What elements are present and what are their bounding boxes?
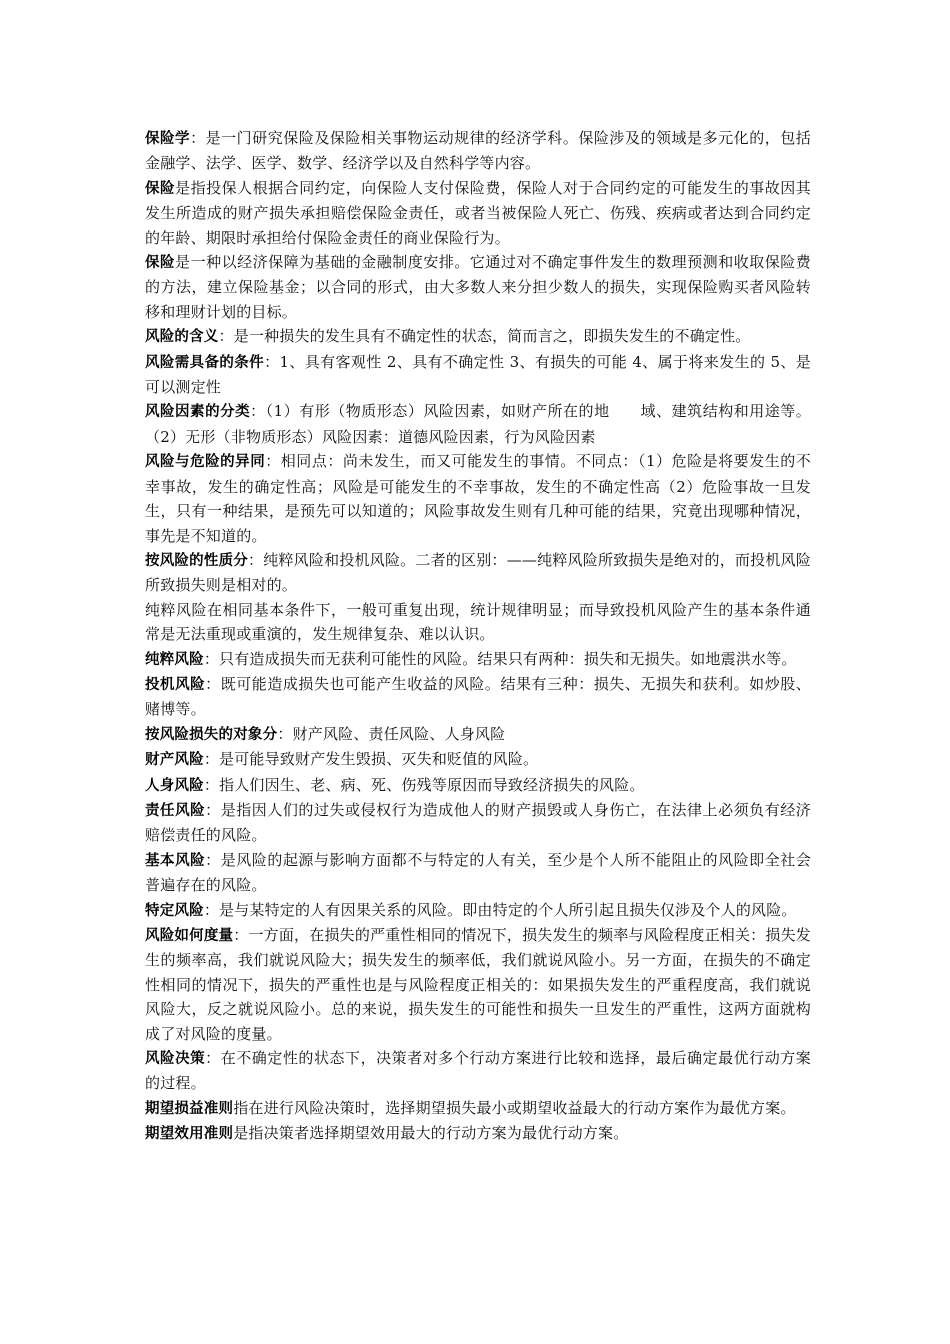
- paragraph-text: ：是一种损失的发生具有不确定性的状态，简而言之，即损失发生的不确定性。: [218, 327, 751, 346]
- paragraph-risk-conditions: [145, 350, 811, 400]
- paragraph-text: 是指投保人根据合同约定，向保险人支付保险费，保险人对于合同约定的可能发生的事故因其发生所造成的财产损失承担赔偿保险金责任，或者当被保险人死亡、伤残、疾病或者达到合同约定的年龄、期限时承担给付保险金责任的商业保险行为。: [145, 178, 811, 247]
- paragraph-text: ：是可能导致财产发生毁损、灭失和贬值的风险。: [203, 750, 539, 769]
- paragraph-risk-by-object: [145, 722, 811, 747]
- paragraph-liability-risk: [145, 798, 811, 848]
- term-heading: 财产风险: [145, 752, 204, 769]
- paragraph-risk-decision: [145, 1046, 811, 1096]
- paragraph-pure-risk-note: [145, 598, 811, 647]
- paragraph-insurance-definition-2: [145, 250, 811, 324]
- paragraph-text: ：是风险的起源与影响方面都不与特定的人有关，至少是个人所不能阻止的风险即全社会普遍存在的风险。: [145, 850, 811, 895]
- paragraph-pure-risk: [145, 647, 811, 672]
- paragraph-risk-vs-danger: [145, 449, 811, 548]
- paragraph-text: ：指人们因生、老、病、死、伤残等原因而导致经济损失的风险。: [203, 775, 645, 794]
- paragraph-text: ：既可能造成损失也可能产生收益的风险。结果有三种：损失、无损失和获利。如炒股、赌博等。: [145, 674, 811, 719]
- paragraph-insurance-definition-1: [145, 176, 811, 250]
- paragraph-text: ：是一门研究保险及保险相关事物运动规律的经济学科。保险涉及的领域是多元化的，包括金融学、法学、医学、数学、经济学以及自然科学等内容。: [145, 129, 811, 173]
- paragraph-text: ：（1）有形（物质形态）风险因素，如财产所在的地 域、建筑结构和用途等。（2）无形（非物质形态）风险因素：道德风险因素，行为风险因素: [145, 402, 811, 446]
- paragraph-text: ：纯粹风险和投机风险。二者的区别：——纯粹风险所致损失是绝对的，而投机风险所致损失则是相对的。: [145, 550, 811, 595]
- paragraph-particular-risk: [145, 898, 811, 923]
- term-heading: 按风险的性质分: [145, 552, 249, 569]
- paragraph-expected-value-criterion: [145, 1096, 811, 1121]
- paragraph-text: ：是指因人们的过失或侵权行为造成他人的财产损毁或人身伤亡，在法律上必须负有经济赔偿责任的风险。: [145, 800, 811, 845]
- term-heading: 按风险损失的对象分: [145, 726, 278, 743]
- paragraph-risk-factors: [145, 399, 811, 449]
- paragraph-expected-utility-criterion: [145, 1121, 811, 1146]
- term-heading: 保险: [145, 180, 176, 197]
- term-heading: 风险如何度量: [145, 928, 234, 944]
- term-heading: 风险决策: [145, 1051, 206, 1068]
- paragraph-text: ：只有造成损失而无获利可能性的风险。结果只有两种：损失和无损失。如地震洪水等。: [203, 649, 797, 668]
- paragraph-speculative-risk: [145, 672, 811, 722]
- paragraph-text: ：相同点：尚未发生，而又可能发生的事情。不同点：（1）危险是将要发生的不幸事故，发生的确定性高；风险是可能发生的不幸事故，发生的不确定性高（2）危险事故一旦发生，只有一种结果，是预先可以知道的；风险事故发生则有几种可能的结果，究竟出现哪种情况，事先是不知道的。: [145, 452, 811, 545]
- term-heading: 保险学: [145, 131, 191, 147]
- paragraph-personal-risk: [145, 773, 811, 798]
- term-heading: 期望效用准则: [145, 1126, 234, 1143]
- term-heading: 纯粹风险: [145, 651, 204, 668]
- term-heading: 风险与危险的异同: [145, 454, 266, 471]
- document-body: [145, 126, 811, 1147]
- term-heading: 风险因素的分类: [145, 404, 251, 421]
- term-heading: 人身风险: [145, 777, 204, 794]
- paragraph-fundamental-risk: [145, 848, 811, 898]
- term-heading: 风险需具备的条件: [145, 354, 265, 371]
- term-heading: 基本风险: [145, 852, 206, 869]
- paragraph-property-risk: [145, 747, 811, 772]
- paragraph-text: ：1、具有客观性 2、具有不确定性 3、有损失的可能 4、属于将来发生的 5、是可以测定性: [145, 352, 811, 397]
- paragraph-text: 是一种以经济保障为基础的金融制度安排。它通过对不确定事件发生的数理预测和收取保险费的方法，建立保险基金；以合同的形式，由大多数人来分担少数人的损失，实现保险购买者风险转移和理财计划的目标。: [145, 253, 811, 321]
- paragraph-text: 是指决策者选择期望效用最大的行动方案为最优行动方案。: [233, 1124, 629, 1143]
- paragraph-text: 纯粹风险在相同基本条件下，一般可重复出现，统计规律明显；而导致投机风险产生的基本条件通常是无法重现或重演的，发生规律复杂、难以认识。: [145, 600, 811, 644]
- term-heading: 责任风险: [145, 802, 206, 819]
- term-heading: 投机风险: [145, 676, 206, 693]
- paragraph-text: 指在进行风险决策时，选择期望损失最小或期望收益最大的行动方案作为最优方案。: [233, 1098, 796, 1117]
- term-heading: 风险的含义: [145, 329, 219, 346]
- paragraph-insurance-science: [145, 126, 811, 176]
- term-heading: 保险: [145, 255, 176, 272]
- paragraph-text: ：财产风险、责任风险、人身风险: [277, 724, 506, 743]
- paragraph-risk-by-nature: [145, 548, 811, 598]
- term-heading: 期望损益准则: [145, 1100, 234, 1117]
- paragraph-text: ：一方面，在损失的严重性相同的情况下，损失发生的频率与风险程度正相关：损失发生的频率高，我们就说风险大；损失发生的频率低，我们就说风险小。另一方面，在损失的不确定性相同的情况下，损失的严重性也是与风险程度正相关的：如果损失发生的严重程度高，我们就说风险大，反之就说风险小。总的来说，损失发生的可能性和损失一旦发生的严重性，这两方面就构成了对风险的度量。: [145, 926, 811, 1043]
- paragraph-text: ：是与某特定的人有因果关系的风险。即由特定的个人所引起且损失仅涉及个人的风险。: [203, 900, 797, 919]
- term-heading: 特定风险: [145, 902, 204, 919]
- paragraph-risk-meaning: [145, 324, 811, 349]
- paragraph-text: ：在不确定性的状态下，决策者对多个行动方案进行比较和选择，最后确定最优行动方案的过程。: [145, 1049, 811, 1093]
- paragraph-risk-measurement: [145, 923, 811, 1046]
